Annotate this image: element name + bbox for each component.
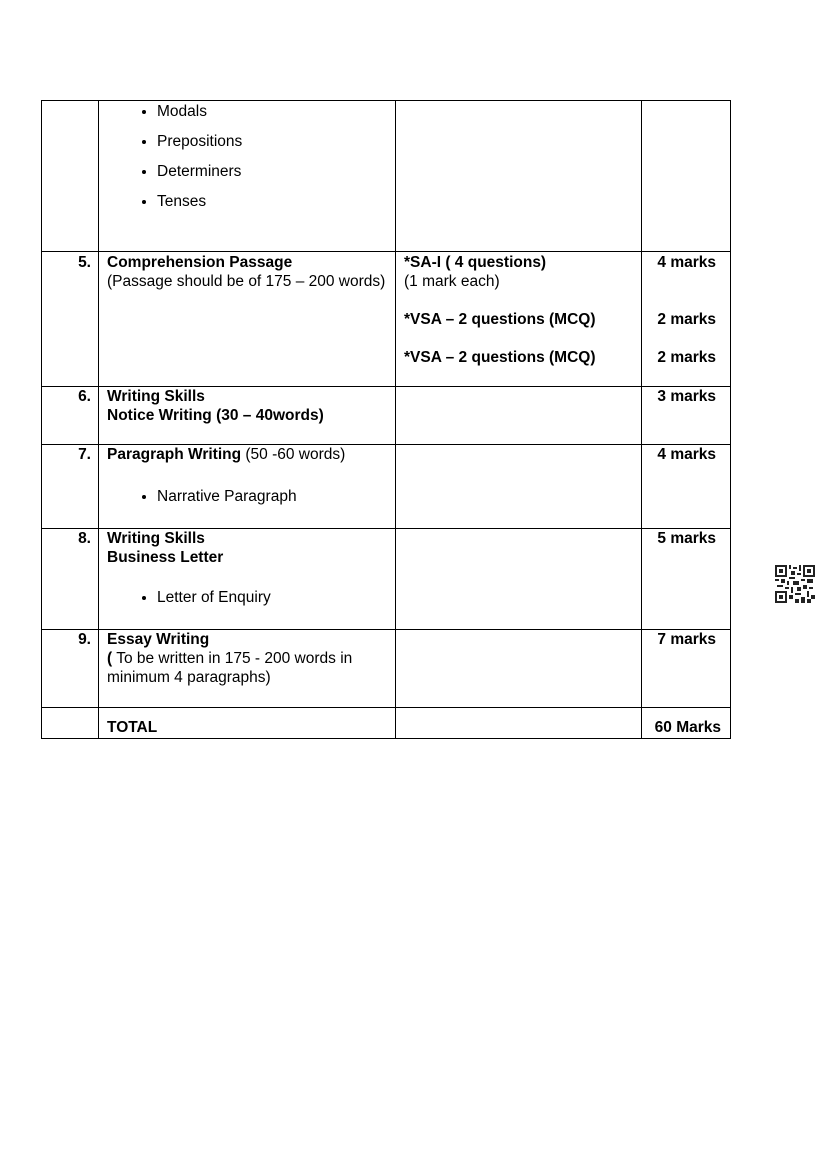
qr-code-icon xyxy=(775,565,815,603)
topic-cell xyxy=(99,529,396,630)
marks-value: 4 marks xyxy=(642,445,731,529)
row-number: 6. xyxy=(42,387,99,445)
question-type: *VSA – 2 questions (MCQ) xyxy=(404,349,596,366)
question-type-cell xyxy=(396,529,642,630)
list-item: • Tenses xyxy=(157,192,388,211)
question-type: *SA-I ( 4 questions) xyxy=(404,254,547,271)
row-number: 5. xyxy=(42,252,99,387)
question-type-cell xyxy=(396,101,642,252)
grammar-topics-list xyxy=(107,101,388,211)
question-type-cell xyxy=(396,630,642,708)
row-number-cell xyxy=(42,101,99,252)
row-number: 9. xyxy=(42,630,99,708)
marks-cell xyxy=(642,101,731,252)
list-item: • Letter of Enquiry xyxy=(157,588,388,607)
marks-value: 2 marks xyxy=(657,349,716,366)
section-description xyxy=(107,649,388,687)
table-row xyxy=(42,387,731,445)
section-title: Comprehension Passage xyxy=(107,254,293,271)
row-number-cell xyxy=(42,708,99,739)
total-marks: 60 Marks xyxy=(642,708,731,739)
topic-cell xyxy=(99,445,396,529)
list-item: • Prepositions xyxy=(157,132,388,151)
table-row xyxy=(42,445,731,529)
question-type-cell xyxy=(396,252,642,387)
section-subtitle: Notice Writing (30 – 40words) xyxy=(107,407,324,424)
total-row xyxy=(42,708,731,739)
bullet-list xyxy=(107,588,388,607)
topic-cell xyxy=(99,252,396,387)
question-type-cell xyxy=(396,708,642,739)
marks-value: 2 marks xyxy=(657,311,716,328)
list-item: • Modals xyxy=(157,102,388,121)
description-text: To be written in 175 - 200 words in minimum 4 paragraphs) xyxy=(107,650,353,686)
table-row xyxy=(42,252,731,387)
section-title: Essay Writing xyxy=(107,631,210,648)
marks-value: 4 marks xyxy=(657,254,716,271)
paren-open: ( xyxy=(107,650,113,667)
question-note: (1 mark each) xyxy=(404,273,500,290)
marks-value: 7 marks xyxy=(642,630,731,708)
topic-cell xyxy=(99,387,396,445)
section-title: Writing Skills xyxy=(107,530,205,547)
table-row xyxy=(42,630,731,708)
question-type: *VSA – 2 questions (MCQ) xyxy=(404,311,596,328)
section-note: (50 -60 words) xyxy=(241,446,346,463)
list-item: • Narrative Paragraph xyxy=(157,487,388,506)
marks-value: 3 marks xyxy=(642,387,731,445)
table-row xyxy=(42,101,731,252)
section-title: Writing Skills xyxy=(107,388,205,405)
section-title: Paragraph Writing xyxy=(107,446,242,463)
row-number: 8. xyxy=(42,529,99,630)
question-type-cell xyxy=(396,445,642,529)
list-item: • Determiners xyxy=(157,162,388,181)
table-row xyxy=(42,529,731,630)
marks-table xyxy=(41,100,731,739)
section-heading xyxy=(107,445,388,464)
question-type-cell xyxy=(396,387,642,445)
section-description: (Passage should be of 175 – 200 words) xyxy=(107,273,386,290)
topic-cell xyxy=(99,630,396,708)
total-label: TOTAL xyxy=(99,708,396,739)
topic-cell xyxy=(99,101,396,252)
section-subtitle: Business Letter xyxy=(107,549,224,566)
marks-cell xyxy=(642,252,731,387)
row-number: 7. xyxy=(42,445,99,529)
marks-value: 5 marks xyxy=(642,529,731,630)
bullet-list xyxy=(107,487,388,506)
